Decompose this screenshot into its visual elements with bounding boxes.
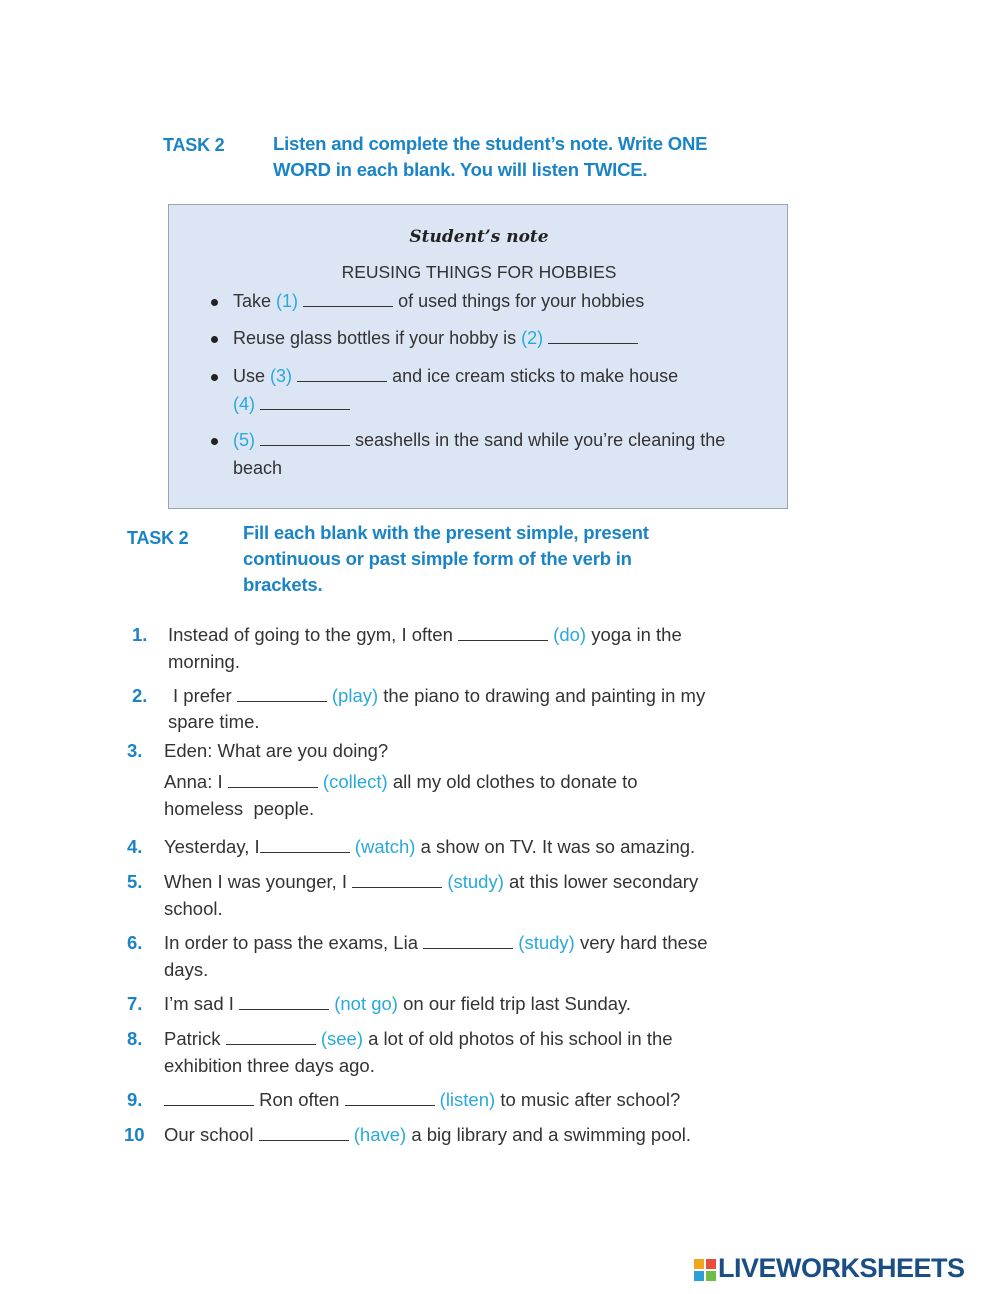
answer-blank-9a[interactable]: [164, 1091, 254, 1106]
question-8-line: [164, 1028, 673, 1050]
note-bullet-2: [211, 325, 771, 352]
verb-hint: (play): [331, 685, 379, 706]
question-number: 6.: [127, 932, 143, 953]
blank-number: (1): [276, 291, 299, 311]
question-text: to music after school?: [500, 1089, 681, 1110]
question-number: 8.: [127, 1028, 143, 1049]
note-bullet-1: [211, 288, 771, 315]
question-2-line: [173, 685, 705, 707]
question-text: the piano to drawing and painting in my: [383, 685, 706, 706]
logo-mark-icon: [694, 1259, 716, 1281]
bullet-dot-icon: [211, 438, 218, 445]
question-text: on our field trip last Sunday.: [403, 993, 632, 1014]
bullet-text: beach: [233, 458, 283, 478]
task2-instruction-line2: continuous or past simple form of the verb in: [243, 548, 632, 569]
question-text: homeless people.: [164, 798, 315, 819]
bullet-dot-icon: [211, 374, 218, 381]
answer-blank-4[interactable]: [260, 838, 350, 853]
question-text: Instead of going to the gym, I often: [168, 624, 453, 645]
question-text: When I was younger, I: [164, 871, 348, 892]
verb-hint: (not go): [334, 993, 398, 1014]
bullet-dot-icon: [211, 299, 218, 306]
question-text: school.: [164, 898, 223, 919]
question-text: Ron often: [259, 1089, 340, 1110]
question-text: In order to pass the exams, Lia: [164, 932, 418, 953]
question-text: I prefer: [173, 685, 232, 706]
question-text: days.: [164, 959, 209, 980]
verb-hint: (watch): [354, 836, 416, 857]
note-bullet-3: [211, 363, 771, 419]
question-text: spare time.: [168, 711, 260, 732]
bullet-text: of used things for your hobbies: [398, 291, 645, 311]
blank-number: (2): [521, 328, 544, 348]
bullet-dot-icon: [211, 336, 218, 343]
blank-4[interactable]: [260, 395, 350, 410]
question-text: Anna: I: [164, 771, 223, 792]
blank-2[interactable]: [548, 329, 638, 344]
question-text: yoga in the: [591, 624, 682, 645]
question-6-line: [164, 932, 707, 954]
answer-blank-10[interactable]: [259, 1126, 349, 1141]
task2-instruction-line3: brackets.: [243, 574, 323, 595]
question-text: Eden: What are you doing?: [164, 740, 389, 761]
question-9-line: [164, 1089, 680, 1111]
answer-blank-7[interactable]: [239, 995, 329, 1010]
question-number: 5.: [127, 871, 143, 892]
question-number: 10: [124, 1124, 145, 1145]
question-text: at this lower secondary: [509, 871, 699, 892]
answer-blank-3[interactable]: [228, 773, 318, 788]
bullet-text: Reuse glass bottles if your hobby is: [233, 328, 517, 348]
question-number: 4.: [127, 836, 143, 857]
student-note-box: [168, 204, 788, 509]
verb-hint: (see): [320, 1028, 363, 1049]
verb-hint: (listen): [439, 1089, 496, 1110]
question-text: very hard these: [579, 932, 708, 953]
question-number: 1.: [132, 624, 148, 645]
bullet-text: Use: [233, 366, 266, 386]
task1-instruction: [273, 131, 707, 183]
task2-instruction-line1: Fill each blank with the present simple, present: [243, 522, 649, 543]
task1-instruction-line1: Listen and complete the student’s note. Write ONE: [273, 133, 708, 154]
task2-instruction: [243, 520, 649, 598]
question-number: 7.: [127, 993, 143, 1014]
blank-number: (5): [233, 430, 255, 450]
blank-number: (4): [233, 394, 255, 414]
bullet-text: Take: [233, 291, 272, 311]
question-text: Our school: [164, 1124, 254, 1145]
question-5-line: [164, 871, 698, 893]
blank-number: (3): [270, 366, 293, 386]
question-text: a lot of old photos of his school in the: [368, 1028, 673, 1049]
question-7-line: [164, 993, 631, 1015]
logo-text: LIVEWORKSHEETS: [718, 1253, 965, 1283]
task1-label: TASK 2: [163, 135, 225, 155]
task1-instruction-line2: WORD in each blank. You will listen TWICE.: [273, 159, 648, 180]
answer-blank-6[interactable]: [423, 934, 513, 949]
verb-hint: (collect): [322, 771, 388, 792]
note-title: Student’s note: [409, 227, 549, 247]
verb-hint: (have): [353, 1124, 407, 1145]
question-3-line: [164, 771, 638, 793]
blank-1[interactable]: [303, 292, 393, 307]
verb-hint: (do): [553, 624, 587, 645]
question-text: Patrick: [164, 1028, 221, 1049]
question-number: 3.: [127, 740, 143, 761]
question-text: exhibition three days ago.: [164, 1055, 375, 1076]
answer-blank-1[interactable]: [458, 626, 548, 641]
blank-5[interactable]: [260, 431, 350, 446]
question-1-line: [168, 624, 682, 646]
task2-label: TASK 2: [127, 528, 189, 548]
answer-blank-9b[interactable]: [345, 1091, 435, 1106]
verb-hint: (study): [447, 871, 504, 892]
blank-3[interactable]: [297, 367, 387, 382]
question-number: 2.: [132, 685, 148, 706]
question-text: I’m sad I: [164, 993, 234, 1014]
answer-blank-5[interactable]: [352, 873, 442, 888]
question-10-line: [164, 1124, 691, 1146]
bullet-text: and ice cream sticks to make house: [392, 366, 679, 386]
answer-blank-8[interactable]: [226, 1030, 316, 1045]
bullet-text: seashells in the sand while you’re cleaning the: [355, 430, 726, 450]
answer-blank-2[interactable]: [237, 687, 327, 702]
question-text: a big library and a swimming pool.: [411, 1124, 692, 1145]
question-text: a show on TV. It was so amazing.: [420, 836, 696, 857]
question-number: 9.: [127, 1089, 143, 1110]
question-text: Yesterday, I: [164, 836, 260, 857]
verb-hint: (study): [518, 932, 575, 953]
note-bullet-4: [211, 427, 771, 483]
note-subtitle: REUSING THINGS FOR HOBBIES: [341, 262, 617, 282]
question-text: all my old clothes to donate to: [392, 771, 638, 792]
question-4-line: [164, 836, 695, 858]
question-text: morning.: [168, 651, 240, 672]
